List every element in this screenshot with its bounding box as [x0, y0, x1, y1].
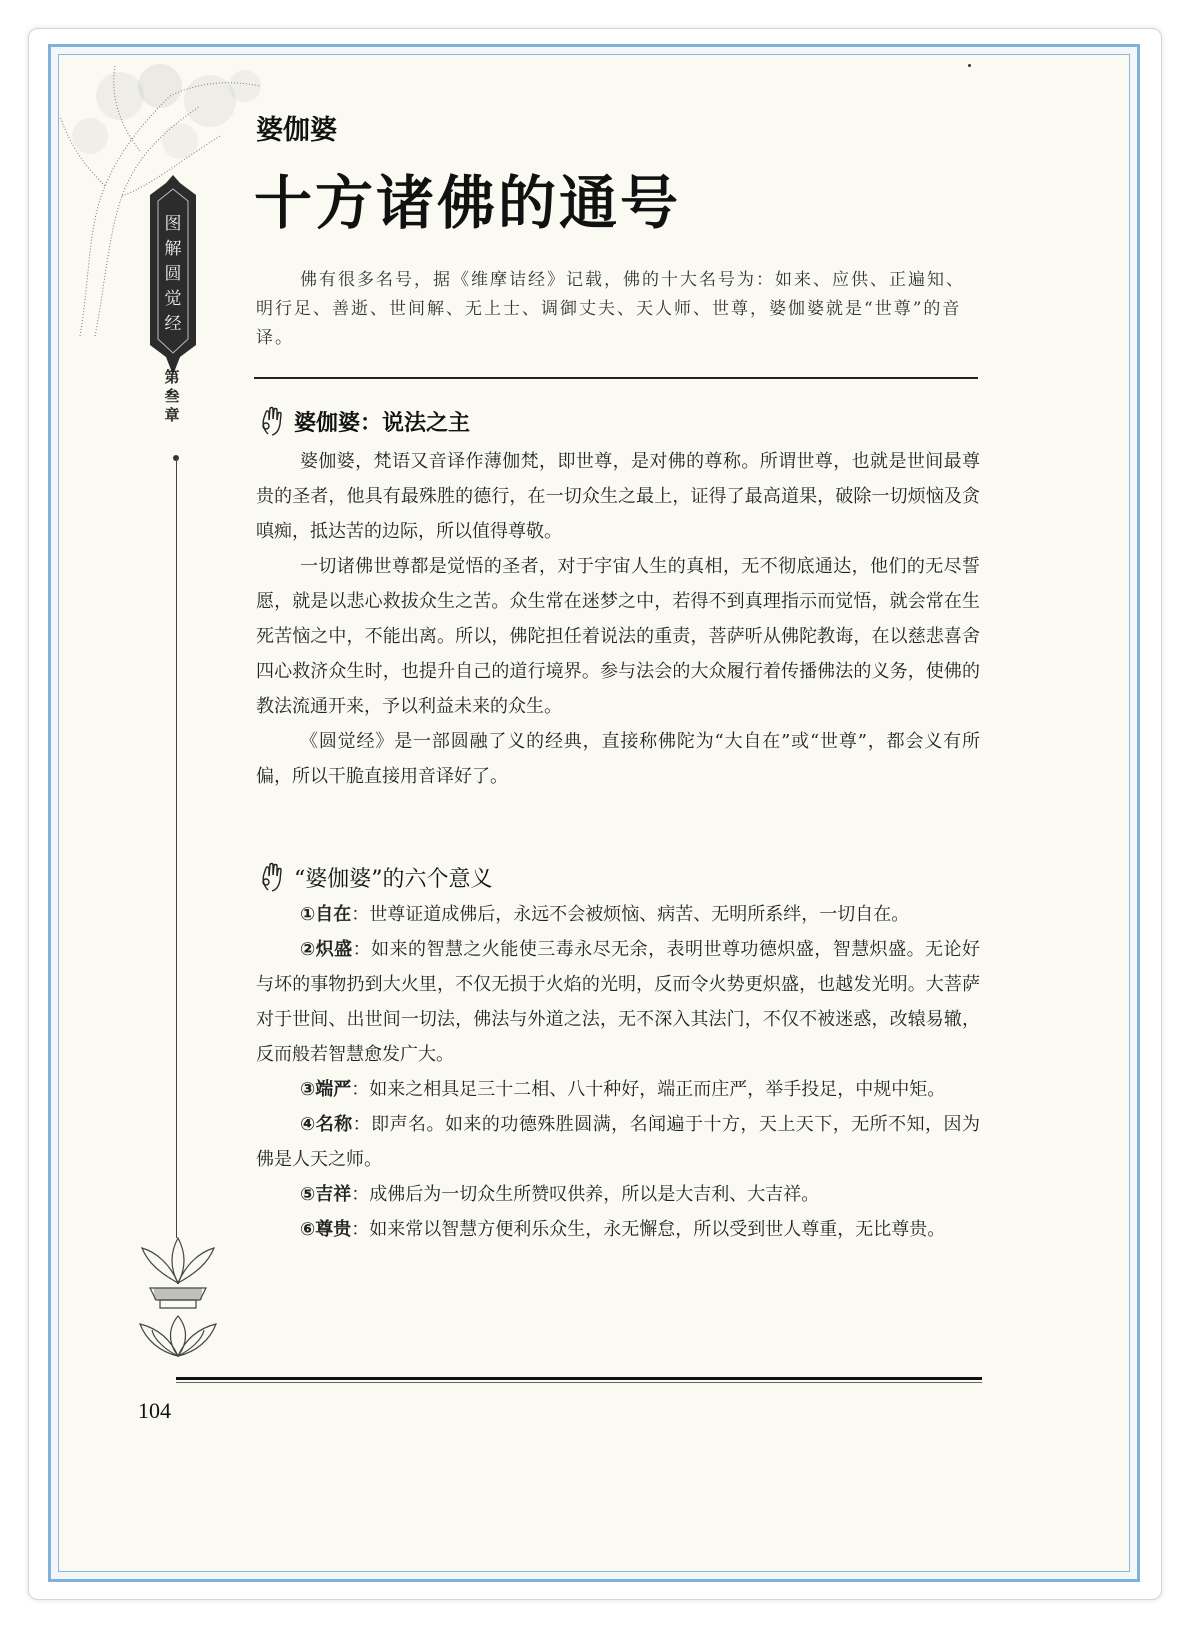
footer-rule-thin — [176, 1382, 982, 1383]
meaning-term: ②炽盛 — [300, 939, 353, 960]
body-paragraph: 《圆觉经》是一部圆融了义的经典，直接称佛陀为“大自在”或“世尊”，都会义有所偏，所以干脆直接用音译好了。 — [256, 731, 980, 787]
page-subtitle: 婆伽婆 — [256, 115, 337, 146]
meaning-item — [256, 932, 980, 1072]
meaning-text: ：如来之相具足三十二相、八十种好，端正而庄严，举手投足，中规中矩。 — [351, 1079, 946, 1100]
meaning-text: ：如来的智慧之火能使三毒永尽无余，表明世尊功德炽盛，智慧炽盛。无论好与坏的事物扔到大火里，不仅无损于火焰的光明，反而令火势更炽盛，也越发光明。大菩萨对于世间、出世间一切法，佛法与外道之法，无不深入其法门，不仅不被迷惑，改辕易辙，反而般若智慧愈发广大。 — [256, 939, 980, 1065]
meaning-item — [256, 1072, 980, 1107]
meaning-text: ：如来常以智慧方便利乐众生，永无懈怠，所以受到世人尊重，无比尊贵。 — [351, 1219, 946, 1240]
meaning-item — [256, 1177, 980, 1212]
meaning-term: ⑤吉祥 — [300, 1184, 352, 1205]
hand-mudra-icon — [256, 860, 290, 894]
meaning-text: ：世尊证道成佛后，永远不会被烦恼、病苦、无明所系绊，一切自在。 — [351, 904, 910, 925]
meaning-item — [256, 1107, 980, 1177]
intro-paragraph: 佛有很多名号，据《维摩诘经》记载，佛的十大名号为：如来、应供、正遍知、明行足、善逝、世间解、无上士、调御丈夫、天人师、世尊，婆伽婆就是“世尊”的音译。 — [256, 270, 965, 348]
section-body — [256, 897, 980, 1247]
hand-mudra-icon — [256, 404, 290, 438]
section-heading — [256, 404, 470, 438]
chapter-char: 叁 — [164, 387, 180, 405]
book-title-char: 圆 — [164, 264, 182, 284]
lotus-illustration — [130, 1228, 226, 1368]
book-title-tab — [150, 175, 196, 375]
meaning-term: ③端严 — [300, 1079, 352, 1100]
intro-divider — [254, 377, 978, 379]
meaning-term: ①自在 — [300, 904, 352, 925]
side-vertical-line — [176, 458, 177, 1238]
section-body — [256, 444, 980, 794]
meaning-term: ④名称 — [300, 1114, 353, 1135]
meaning-term: ⑥尊贵 — [300, 1219, 352, 1240]
chapter-char: 章 — [164, 406, 180, 424]
meaning-item — [256, 897, 980, 932]
footer-rule — [176, 1377, 982, 1380]
section-heading-text: 婆伽婆：说法之主 — [294, 410, 471, 436]
body-paragraph: 一切诸佛世尊都是觉悟的圣者，对于宇宙人生的真相，无不彻底通达，他们的无尽誓愿，就是以悲心救拔众生之苦。众生常在迷梦之中，若得不到真理指示而觉悟，就会常在生死苦恼之中，不能出离。所以，佛陀担任着说法的重责，菩萨听从佛陀教诲，在以慈悲喜舍四心救济众生时，也提升自己的道行境界。参与法会的大众履行着传播佛法的义务，使佛的教法流通开来，予以利益未来的众生。 — [256, 556, 980, 717]
body-paragraph: 婆伽婆，梵语又音译作薄伽梵，即世尊，是对佛的尊称。所谓世尊，也就是世间最尊贵的圣者，他具有最殊胜的德行，在一切众生之最上，证得了最高道果，破除一切烦恼及贪嗔痴，抵达苦的边际，所以值得尊敬。 — [256, 451, 980, 542]
chapter-label — [160, 368, 184, 425]
book-title-char: 觉 — [164, 289, 182, 309]
meaning-text: ：成佛后为一切众生所赞叹供养，所以是大吉利、大吉祥。 — [351, 1184, 820, 1205]
section-heading-text: “婆伽婆”的六个意义 — [294, 866, 493, 892]
book-title-char: 解 — [164, 239, 182, 259]
chapter-char: 第 — [164, 368, 180, 386]
meaning-text: ：即声名。如来的功德殊胜圆满，名闻遍于十方，天上天下，无所不知，因为佛是人天之师。 — [256, 1114, 980, 1170]
meaning-item — [256, 1212, 980, 1247]
page-number: 104 — [138, 1398, 171, 1423]
book-title-char: 经 — [164, 314, 182, 334]
section-heading — [256, 860, 493, 894]
print-speck — [968, 64, 971, 67]
page-title: 十方诸佛的通号 — [254, 169, 682, 237]
book-title-char: 图 — [164, 214, 182, 234]
